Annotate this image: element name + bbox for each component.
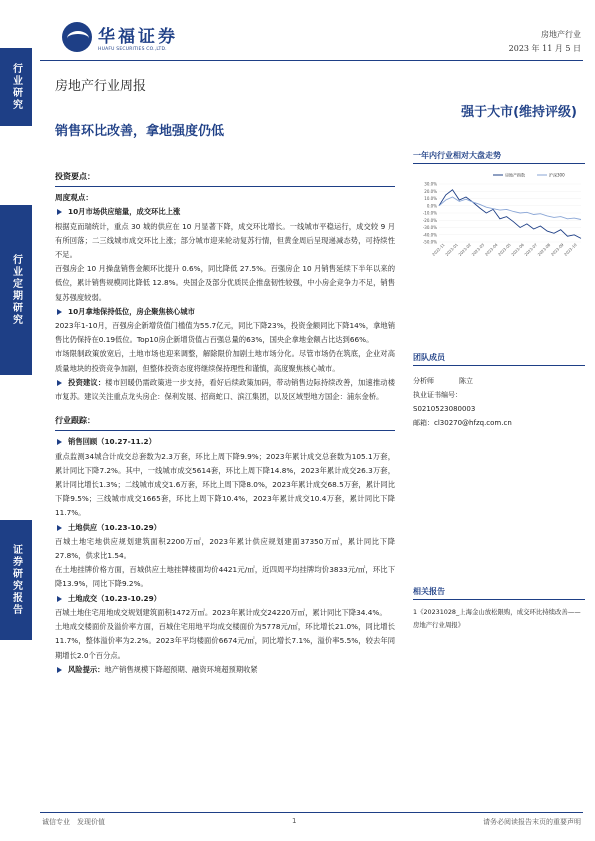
investment-advice: 投资建议：楼市回暖仍需政策进一步支持，看好后续政策加码，带动销售边际持续改善，加速推动楼市复苏。建议关注重点龙头房企：保利发展、招商蛇口、滨江集团，以及区域型地方国企：浦东金桥。 <box>55 377 395 402</box>
relative-performance-chart <box>413 168 585 268</box>
bullet-land-acquisition: 10月拿地保持低位，房企聚焦核心城市 <box>55 305 395 319</box>
rating: 强于大市(维持评级) <box>461 105 577 120</box>
header-divider <box>40 60 583 61</box>
bullet-land-transactions: 土地成交（10.23-10.29） <box>55 592 395 606</box>
x-tick-label: 2023-08 <box>536 242 552 257</box>
analyst-name: 陈立 <box>459 377 473 385</box>
company-logo <box>62 22 178 52</box>
y-tick-label: 30.0% <box>424 181 437 187</box>
paragraph: 根据克而瑞统计，重点 30 城的供应在 10 月显著下降，成交环比增长。一线城市平稳运行，成交较 9 月有所回落；二三线城市成交环比上涨；部分城市迎来轮动复苏行情，但黄金周后呈现递减态势，可持续性不足。 <box>55 221 395 260</box>
x-tick-label: 2023-09 <box>549 242 565 257</box>
chart-svg <box>413 168 585 268</box>
team-block <box>413 352 585 430</box>
y-tick-label: -20.0% <box>422 217 437 223</box>
arrow-bullet-icon <box>57 380 62 386</box>
x-tick-label: 2023-06 <box>510 242 525 257</box>
paragraph: 重点监测34城合计成交总套数为2.3万套，环比上周下降9.9%；2023年累计成交总套数为105.1万套，累计同比下降7.2%。其中，一线城市成交5614套，环比上周下降14.8%，2023年累计成交26.3万套，累计同比增长1.3%；二线城市成交1.6万套，环比上周下降8.0%，2023年累计成交68.5万套，累计同比下降9.5%；三线城市成交1665套，环比上周下降10.4%，2023年累计成交10.4万套，累计同比下降11.7%。 <box>55 451 395 518</box>
arrow-bullet-icon <box>57 209 62 215</box>
header-industry: 房地产行业 <box>541 30 581 39</box>
paragraph: 百城土地宅地供应规划建筑面积2200万㎡，2023年累计供应规划建面37350万㎡，累计同比下降27.8%，供求比1.54。 <box>55 536 395 561</box>
y-tick-label: 20.0% <box>424 188 437 194</box>
x-tick-label: 2023-03 <box>470 242 486 257</box>
left-sidebar <box>0 0 32 841</box>
invest-points-heading: 投资要点： <box>55 170 395 187</box>
series-line <box>439 190 581 239</box>
bullet-land-supply: 土地供应（10.23-10.29） <box>55 521 395 535</box>
bullet-sales-review: 销售回顾（10.27-11.2） <box>55 435 395 449</box>
logo-name-en: HUAFU SECURITIES CO.,LTD. <box>98 47 167 52</box>
arrow-bullet-icon <box>57 596 62 602</box>
legend-label: 沪深300 <box>549 172 565 178</box>
header-meta <box>509 28 581 56</box>
x-tick-label: 2022-11 <box>430 242 446 257</box>
footer-divider <box>40 812 583 813</box>
x-tick-label: 2023-04 <box>483 242 499 257</box>
team-heading: 团队成员 <box>413 352 585 366</box>
related-reports-heading: 相关报告 <box>413 586 585 600</box>
chart-heading: 一年内行业相对大盘走势 <box>413 150 585 164</box>
x-tick-label: 2023-10 <box>562 242 578 257</box>
y-tick-label: 10.0% <box>424 196 437 201</box>
sidebar-label-periodic-research: 行业定期研究 <box>0 205 32 375</box>
report-type: 房地产行业周报 <box>55 79 147 94</box>
arrow-bullet-icon <box>57 525 62 531</box>
paragraph: 2023年1-10月，百强房企新增货值门槛值为55.7亿元，同比下降23%，投资金额同比下降14%，拿地销售比仍保持在0.19低位。Top10房企新增货值占百强总量的63%，国央企拿地金额占比达到66%。 <box>55 321 395 345</box>
x-tick-label: 2023-02 <box>457 242 473 257</box>
legend-label: 房地产指数 <box>505 172 525 178</box>
main-content <box>55 168 395 677</box>
paragraph: 百强房企 10 月操盘销售金额环比提升 0.6%，同比降低 27.5%。百强房企 10 月销售延续下半年以来的低位，累计销售规模同比降低 12.8%。央国企及部分优质民企推盘韧性较强，中小房企竞争力不足，销售复苏强度较弱。 <box>55 264 395 302</box>
related-report-item[interactable]: 1《20231028_上海金山放松限购，成交环比持续改善——房地产行业周报》 <box>413 608 581 629</box>
paragraph: 土地成交楼面价及溢价率方面，百城住宅用地平均成交楼面价为5778元/㎡，环比增长21.0%，同比增长11.7%，整体溢价率为2.2%。2023年平均楼面价6674元/㎡，同比增长7.1%，溢价率5.5%，较去年同期增长2.0个百分点。 <box>55 622 395 660</box>
arrow-bullet-icon <box>57 439 62 445</box>
arrow-bullet-icon <box>57 309 62 315</box>
logo-name-cn: 华福证券 <box>98 27 178 47</box>
footer-disclaimer: 请务必阅读报告末页的重要声明 <box>483 818 581 826</box>
header-date: 2023 年 11 月 5 日 <box>508 44 581 53</box>
y-tick-label: -40.0% <box>422 232 437 238</box>
arrow-bullet-icon <box>57 667 62 673</box>
related-reports-block <box>413 586 585 632</box>
email-row: 邮箱：cl30270@hfzq.com.cn <box>413 419 512 427</box>
cert-number: S0210523080003 <box>413 405 476 413</box>
page-title: 销售环比改善，拿地强度仍低 <box>55 124 225 139</box>
page-number: 1 <box>292 817 297 825</box>
chart-heading-block <box>413 150 585 164</box>
bullet-market-supply: 10月市场供应缩量，成交环比上涨 <box>55 205 395 219</box>
analyst-row: 分析师 陈立 <box>413 377 473 385</box>
y-tick-label: -10.0% <box>422 210 437 216</box>
x-tick-label: 2023-07 <box>523 242 539 257</box>
paragraph: 百城土地住宅用地成交规划建筑面积1472万㎡。2023年累计成交24220万㎡，累计同比下降34.4%。 <box>55 607 387 617</box>
risk-warning: 风险提示：地产销售规模下降超预期、融资环境超预期收紧 <box>55 663 395 677</box>
x-tick-label: 2023-05 <box>496 242 512 257</box>
sidebar-label-securities-report: 证券研究报告 <box>0 520 32 640</box>
x-tick-label: 2023-01 <box>444 242 459 257</box>
cert-row: 执业证书编号： <box>413 391 462 399</box>
paragraph: 市场限制政策放宽后，土地市场也迎来调整，解除限价加剧土地市场分化。尽管市场仍在筑底，企业对高质量地块的投资竞争加剧，但整体投资态度将继续保持理性和谨慎，高度聚焦核心城市。 <box>55 349 395 373</box>
y-tick-label: -50.0% <box>422 239 437 245</box>
paragraph: 在土地挂牌价格方面，百城供应土地挂牌楼面均价4421元/㎡，近四周平均挂牌均价3833元/㎡，环比下降13.9%，同比下降9.2%。 <box>55 565 395 589</box>
y-tick-label: -30.0% <box>422 225 437 230</box>
series-line <box>439 197 581 220</box>
analyst-email[interactable]: cl30270@hfzq.com.cn <box>434 419 512 427</box>
footer-slogan: 诚信专业 发现价值 <box>42 818 105 826</box>
logo-emblem-icon <box>62 22 92 52</box>
industry-tracking-heading: 行业跟踪： <box>55 414 395 431</box>
weekly-view-heading: 周度观点： <box>55 193 93 203</box>
y-tick-label: 0.0% <box>426 203 437 209</box>
sidebar-label-industry-research: 行业研究 <box>0 48 32 126</box>
